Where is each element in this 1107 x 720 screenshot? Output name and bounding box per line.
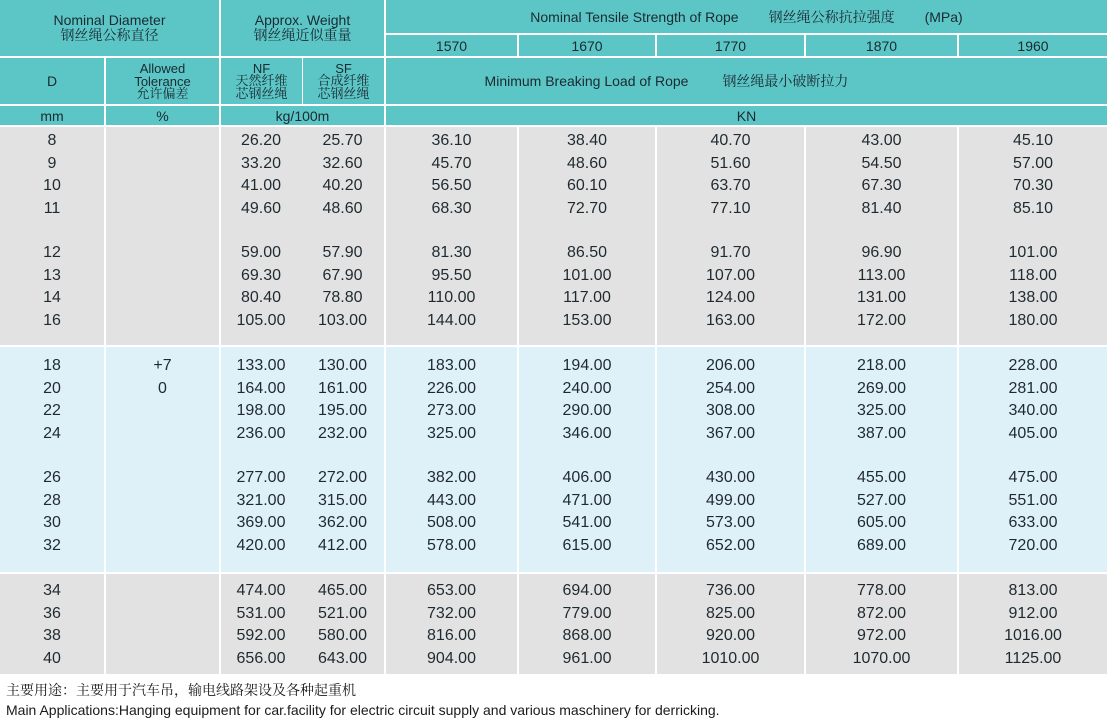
cell-sf-weight: 195.00 [318, 402, 367, 419]
cell-mbl-1670: 346.00 [562, 424, 612, 442]
min-breaking-load-zh: 钢丝绳最小破断拉力 [722, 74, 849, 90]
cell-mbl-1960: 228.00 [1008, 357, 1058, 374]
cell-mbl-1670: 194.00 [562, 357, 612, 374]
cell-mbl-1960: 1016.00 [1004, 627, 1062, 644]
cell-mbl-1960: 720.00 [1008, 536, 1058, 554]
cell-mbl-1770: 51.60 [710, 154, 751, 172]
cell-mbl-1870: 455.00 [857, 469, 906, 486]
cell-mbl-1870: 81.40 [861, 199, 902, 217]
cell-mbl-1570: 904.00 [427, 649, 476, 667]
unit-kn: KN [386, 106, 1107, 125]
cell-sf-weight: 521.00 [318, 604, 367, 622]
grade-1570: 1570 [386, 35, 517, 56]
cell-nf-weight: 41.00 [240, 177, 282, 194]
cell-sf-weight: 57.90 [322, 244, 363, 261]
cell-mbl-1770: 430.00 [706, 469, 755, 486]
tensile-strength-en: Nominal Tensile Strength of Rope [530, 8, 739, 25]
cell-sf-weight: 67.90 [322, 266, 363, 284]
cell-mbl-1870: 172.00 [857, 311, 906, 329]
cell-mbl-1770: 163.00 [706, 311, 755, 329]
d-header: D [0, 58, 104, 104]
cell-d: 22 [43, 402, 61, 419]
cell-sf-weight: 48.60 [322, 199, 363, 217]
cell-sf-weight: 32.60 [322, 154, 363, 172]
cell-nf-weight: 592.00 [236, 627, 286, 644]
sf-header [303, 58, 384, 104]
cell-mbl-1570: 183.00 [427, 357, 476, 374]
cell-mbl-1570: 36.10 [431, 132, 472, 149]
approx-weight-en: Approx. Weight [254, 12, 351, 28]
cell-sf-weight: 130.00 [318, 357, 367, 374]
cell-sf-weight: 78.80 [322, 289, 363, 306]
cell-mbl-1870: 527.00 [857, 491, 906, 509]
cell-nf-weight: 105.00 [236, 311, 286, 329]
cell-sf-weight: 362.00 [318, 514, 367, 531]
cell-sf-weight: 643.00 [318, 649, 367, 667]
cell-mbl-1870: 387.00 [857, 424, 906, 442]
cell-mbl-1770: 254.00 [706, 379, 755, 397]
cell-mbl-1770: 308.00 [706, 402, 755, 419]
cell-mbl-1960: 85.10 [1012, 199, 1054, 217]
cell-d: 32 [43, 536, 61, 554]
cell-sf-weight: 25.70 [322, 132, 363, 149]
cell-d: 12 [43, 244, 61, 261]
cell-nf-weight: 531.00 [236, 604, 286, 622]
cell-mbl-1670: 868.00 [562, 627, 612, 644]
min-breaking-load-header [386, 58, 1107, 104]
cell-mbl-1670: 60.10 [566, 177, 608, 194]
cell-mbl-1770: 499.00 [706, 491, 755, 509]
cell-d: 28 [43, 491, 61, 509]
cell-mbl-1770: 107.00 [706, 266, 755, 284]
cell-mbl-1960: 101.00 [1008, 244, 1058, 261]
cell-sf-weight: 272.00 [318, 469, 367, 486]
cell-mbl-1570: 56.50 [431, 177, 472, 194]
cell-mbl-1670: 694.00 [562, 582, 612, 599]
cell-d: 10 [43, 177, 61, 194]
cell-nf-weight: 164.00 [236, 379, 286, 397]
cell-mbl-1570: 110.00 [427, 289, 476, 306]
cell-mbl-1870: 96.90 [861, 244, 902, 261]
nominal-diameter-zh: 钢丝绳公称直径 [60, 28, 159, 44]
cell-mbl-1770: 63.70 [710, 177, 751, 194]
tolerance-plus: +7 [153, 357, 172, 374]
cell-sf-weight: 412.00 [318, 536, 367, 554]
cell-d: 18 [43, 357, 61, 374]
nf-zh1: 天然纤维 [235, 73, 288, 89]
cell-mbl-1960: 551.00 [1008, 491, 1058, 509]
cell-mbl-1670: 117.00 [563, 289, 611, 306]
cell-mbl-1570: 508.00 [427, 514, 476, 531]
tensile-strength-unit: (MPa) [924, 8, 963, 25]
approx-weight-header [221, 0, 384, 56]
cell-mbl-1960: 180.00 [1008, 311, 1058, 329]
cell-mbl-1770: 1010.00 [701, 649, 760, 667]
cell-d: 38 [43, 627, 61, 644]
cell-mbl-1670: 240.00 [562, 379, 612, 397]
cell-nf-weight: 59.00 [240, 244, 282, 261]
nominal-diameter-header [0, 0, 219, 56]
cell-mbl-1670: 290.00 [562, 402, 612, 419]
sf-zh2: 芯钢丝绳 [317, 86, 370, 102]
cell-d: 26 [43, 469, 61, 486]
cell-mbl-1570: 325.00 [427, 424, 476, 442]
cell-mbl-1960: 281.00 [1008, 379, 1058, 397]
grade-1670: 1670 [519, 35, 655, 56]
unit-weight: kg/100m [221, 106, 384, 125]
approx-weight-zh: 钢丝绳近似重量 [253, 28, 352, 44]
cell-d: 8 [47, 132, 57, 149]
cell-mbl-1960: 912.00 [1008, 604, 1058, 622]
cell-mbl-1670: 48.60 [566, 154, 608, 172]
cell-mbl-1870: 269.00 [857, 379, 906, 397]
nominal-diameter-en: Nominal Diameter [53, 12, 166, 28]
cell-mbl-1770: 124.00 [706, 289, 755, 306]
cell-d: 34 [43, 582, 61, 599]
cell-mbl-1770: 825.00 [706, 604, 755, 622]
cell-mbl-1670: 86.50 [566, 244, 608, 261]
unit-mm: mm [0, 106, 104, 125]
cell-sf-weight: 40.20 [322, 177, 363, 194]
cell-nf-weight: 26.20 [240, 132, 282, 149]
cell-mbl-1870: 778.00 [857, 582, 906, 599]
min-breaking-load-en: Minimum Breaking Load of Rope [484, 73, 689, 89]
grade-1870: 1870 [806, 35, 957, 56]
cell-sf-weight: 465.00 [318, 582, 367, 599]
cell-mbl-1570: 816.00 [427, 627, 476, 644]
tensile-strength-header [386, 0, 1107, 33]
cell-d: 30 [43, 514, 61, 531]
cell-mbl-1670: 101.00 [562, 266, 612, 284]
cell-mbl-1570: 732.00 [427, 604, 476, 622]
tensile-strength-zh: 钢丝绳公称抗拉强度 [768, 9, 895, 26]
cell-nf-weight: 474.00 [236, 582, 286, 599]
cell-mbl-1570: 578.00 [427, 536, 476, 554]
nf-header [221, 58, 302, 104]
cell-nf-weight: 33.20 [240, 154, 282, 172]
cell-mbl-1870: 689.00 [857, 536, 906, 554]
cell-mbl-1960: 57.00 [1012, 154, 1054, 172]
tolerance-zh: 允许偏差 [136, 86, 189, 102]
cell-mbl-1570: 68.30 [431, 199, 472, 217]
cell-mbl-1570: 382.00 [427, 469, 476, 486]
cell-mbl-1870: 972.00 [857, 627, 906, 644]
cell-sf-weight: 161.00 [318, 379, 367, 397]
cell-d: 16 [43, 311, 61, 329]
cell-mbl-1570: 226.00 [427, 379, 476, 397]
cell-mbl-1960: 45.10 [1012, 132, 1054, 149]
cell-d: 9 [47, 154, 57, 172]
cell-mbl-1870: 325.00 [857, 402, 906, 419]
cell-mbl-1670: 471.00 [562, 491, 612, 509]
cell-mbl-1960: 118.00 [1009, 266, 1057, 284]
cell-mbl-1670: 615.00 [562, 536, 612, 554]
cell-mbl-1960: 340.00 [1008, 402, 1058, 419]
cell-nf-weight: 133.00 [236, 357, 286, 374]
cell-mbl-1770: 652.00 [706, 536, 755, 554]
cell-mbl-1670: 541.00 [562, 514, 612, 531]
col-sep-d [104, 127, 106, 674]
footer-zh: 主要用途：主要用于汽车吊，输电线路架设及各种起重机 [6, 683, 356, 699]
cell-mbl-1570: 95.50 [431, 266, 472, 284]
cell-sf-weight: 315.00 [318, 491, 367, 509]
cell-mbl-1670: 153.00 [562, 311, 612, 329]
cell-nf-weight: 80.40 [240, 289, 282, 306]
cell-d: 24 [43, 424, 61, 442]
cell-mbl-1870: 131.00 [857, 289, 906, 306]
cell-mbl-1770: 367.00 [706, 424, 755, 442]
cell-nf-weight: 198.00 [236, 402, 286, 419]
tolerance-line2: Tolerance [134, 73, 191, 89]
cell-mbl-1670: 779.00 [562, 604, 612, 622]
sf-zh1: 合成纤维 [317, 73, 370, 89]
sf-label: SF [335, 60, 352, 76]
cell-nf-weight: 420.00 [236, 536, 286, 554]
cell-mbl-1770: 736.00 [706, 582, 755, 599]
cell-mbl-1770: 40.70 [710, 132, 751, 149]
cell-mbl-1870: 605.00 [857, 514, 906, 531]
cell-mbl-1570: 443.00 [427, 491, 476, 509]
cell-sf-weight: 103.00 [318, 311, 367, 329]
cell-nf-weight: 656.00 [236, 649, 286, 667]
cell-mbl-1570: 273.00 [427, 402, 476, 419]
tolerance-line1: Allowed [139, 60, 186, 76]
tolerance-zero: 0 [158, 380, 167, 397]
cell-mbl-1570: 45.70 [431, 154, 472, 172]
cell-mbl-1570: 144.00 [427, 311, 476, 329]
cell-sf-weight: 580.00 [318, 627, 367, 644]
cell-nf-weight: 369.00 [236, 514, 286, 531]
cell-d: 14 [43, 289, 61, 306]
unit-percent: % [106, 106, 219, 125]
nf-zh2: 芯钢丝绳 [235, 86, 288, 102]
cell-mbl-1870: 67.30 [861, 177, 902, 194]
cell-mbl-1570: 81.30 [431, 244, 472, 261]
cell-nf-weight: 277.00 [236, 469, 286, 486]
cell-mbl-1960: 405.00 [1008, 424, 1058, 442]
cell-d: 40 [43, 649, 61, 667]
cell-mbl-1960: 1125.00 [1004, 649, 1062, 667]
nf-label: NF [252, 60, 271, 76]
cell-mbl-1870: 43.00 [861, 132, 902, 149]
cell-mbl-1870: 113.00 [857, 266, 906, 284]
cell-mbl-1870: 872.00 [857, 604, 906, 622]
cell-mbl-1960: 138.00 [1008, 289, 1058, 306]
cell-mbl-1960: 813.00 [1008, 582, 1058, 599]
cell-d: 36 [43, 604, 61, 622]
cell-d: 20 [43, 379, 61, 397]
cell-sf-weight: 232.00 [318, 424, 367, 442]
cell-mbl-1770: 77.10 [710, 199, 751, 217]
cell-d: 11 [43, 199, 61, 217]
cell-mbl-1670: 72.70 [566, 199, 608, 217]
cell-mbl-1770: 920.00 [706, 627, 755, 644]
footer-en: Main Applications:Hanging equipment for car.facility for electric circuit supply and various maschinery for derricking. [6, 702, 720, 718]
cell-nf-weight: 321.00 [236, 491, 286, 509]
cell-mbl-1770: 91.70 [710, 244, 751, 261]
cell-mbl-1870: 54.50 [861, 154, 902, 172]
cell-mbl-1960: 633.00 [1008, 514, 1058, 531]
grade-1770: 1770 [657, 35, 804, 56]
cell-mbl-1670: 38.40 [566, 132, 608, 149]
cell-mbl-1670: 961.00 [562, 649, 612, 667]
cell-mbl-1960: 70.30 [1012, 177, 1054, 194]
cell-nf-weight: 236.00 [236, 424, 286, 442]
cell-nf-weight: 69.30 [240, 266, 282, 284]
cell-mbl-1960: 475.00 [1008, 469, 1058, 486]
cell-nf-weight: 49.60 [240, 199, 282, 217]
cell-mbl-1770: 573.00 [706, 514, 755, 531]
cell-mbl-1770: 206.00 [706, 357, 755, 374]
grade-1960: 1960 [959, 35, 1107, 56]
cell-mbl-1670: 406.00 [562, 469, 612, 486]
cell-d: 13 [43, 266, 61, 284]
cell-mbl-1870: 218.00 [857, 357, 906, 374]
tolerance-header [106, 58, 219, 104]
cell-mbl-1570: 653.00 [427, 582, 476, 599]
cell-mbl-1870: 1070.00 [852, 649, 911, 667]
